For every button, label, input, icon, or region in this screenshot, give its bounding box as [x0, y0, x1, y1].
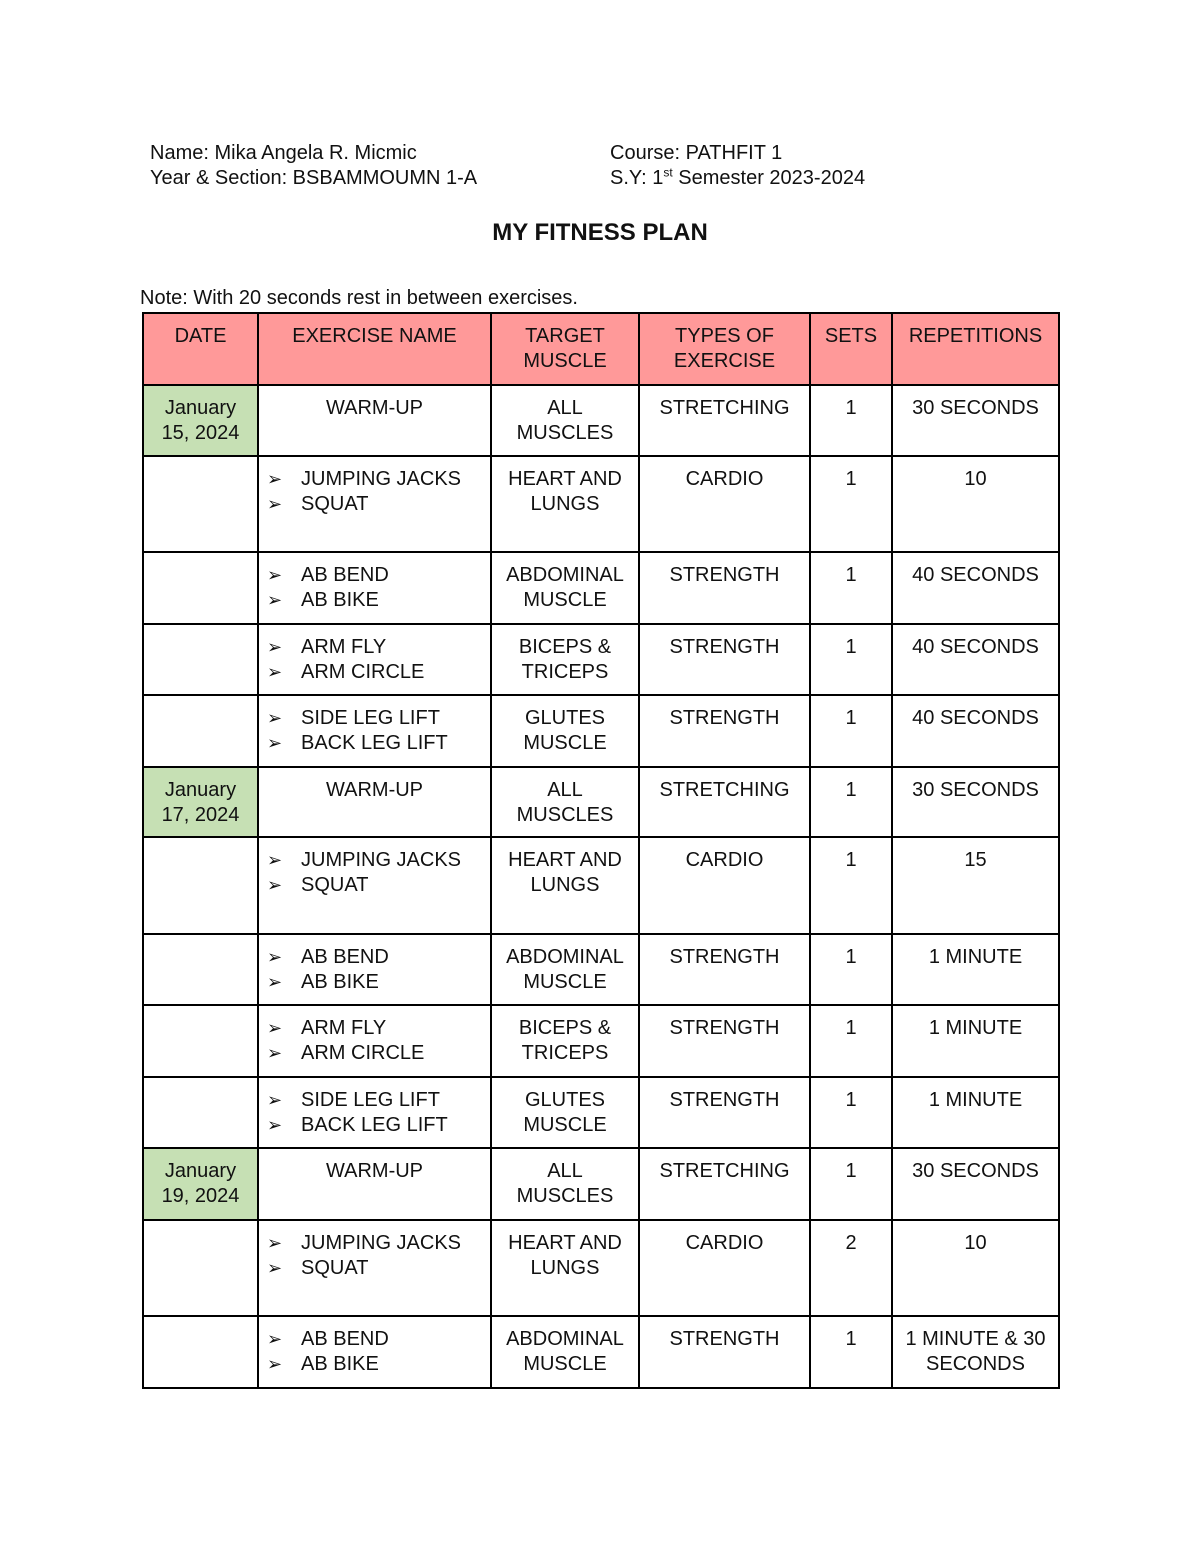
table-row — [143, 934, 1059, 1005]
exercise-label: ARM CIRCLE — [301, 1042, 425, 1064]
exercise-item — [267, 1352, 484, 1377]
exercise-type-cell: STRENGTH — [639, 1077, 810, 1148]
exercise-item — [267, 970, 484, 995]
course: Course: PATHFIT 1 — [610, 142, 783, 164]
date-cell — [143, 456, 258, 552]
date-cell — [143, 1220, 258, 1316]
exercise-type-cell: STRENGTH — [639, 1005, 810, 1077]
exercise-label: SQUAT — [301, 493, 369, 515]
exercise-item — [267, 1088, 484, 1113]
date-cell — [143, 1077, 258, 1148]
exercise-cell — [258, 695, 491, 767]
table-row — [143, 1316, 1059, 1388]
arrow-bullet-icon: ➢ — [267, 972, 283, 992]
exercise-type-cell: STRENGTH — [639, 624, 810, 695]
arrow-bullet-icon: ➢ — [267, 708, 283, 728]
exercise-label: AB BIKE — [301, 589, 379, 611]
exercise-item — [267, 467, 484, 492]
document-header — [150, 141, 1050, 191]
exercise-type-cell: STRETCHING — [639, 1148, 810, 1220]
school-year-prefix: S.Y: 1 — [610, 167, 664, 189]
date-cell: January 15, 2024 — [143, 385, 258, 456]
table-row — [143, 624, 1059, 695]
arrow-bullet-icon: ➢ — [267, 1354, 283, 1374]
arrow-bullet-icon: ➢ — [267, 637, 283, 657]
date-cell — [143, 837, 258, 934]
date-cell: January 17, 2024 — [143, 767, 258, 837]
arrow-bullet-icon: ➢ — [267, 733, 283, 753]
student-name: Name: Mika Angela R. Micmic — [150, 142, 417, 164]
target-muscle-cell: HEART AND LUNGS — [491, 456, 639, 552]
target-muscle-cell: ALL MUSCLES — [491, 385, 639, 456]
repetitions-cell: 40 SECONDS — [892, 695, 1059, 767]
exercise-item — [267, 660, 484, 685]
exercise-label: ARM FLY — [301, 1017, 387, 1039]
exercise-type-cell: STRENGTH — [639, 695, 810, 767]
sets-cell: 1 — [810, 767, 892, 837]
table-row — [143, 837, 1059, 934]
exercise-type-cell: STRENGTH — [639, 934, 810, 1005]
target-muscle-cell: GLUTES MUSCLE — [491, 695, 639, 767]
repetitions-cell: 40 SECONDS — [892, 552, 1059, 624]
column-header-exercise-name: EXERCISE NAME — [258, 313, 491, 385]
exercise-label: SIDE LEG LIFT — [301, 1089, 440, 1111]
exercise-item — [267, 492, 484, 517]
exercise-label: ARM CIRCLE — [301, 661, 425, 683]
table-row — [143, 1077, 1059, 1148]
exercise-label: SIDE LEG LIFT — [301, 707, 440, 729]
exercise-cell — [258, 1077, 491, 1148]
date-cell: January 19, 2024 — [143, 1148, 258, 1220]
exercise-type-cell: CARDIO — [639, 837, 810, 934]
repetitions-cell: 1 MINUTE — [892, 1005, 1059, 1077]
exercise-item — [267, 588, 484, 613]
sets-cell: 1 — [810, 1148, 892, 1220]
table-header-row — [143, 313, 1059, 385]
arrow-bullet-icon: ➢ — [267, 494, 283, 514]
sets-cell: 1 — [810, 837, 892, 934]
exercise-type-cell: STRETCHING — [639, 767, 810, 837]
exercise-cell — [258, 1220, 491, 1316]
exercise-label: AB BIKE — [301, 1353, 379, 1375]
target-muscle-cell: ALL MUSCLES — [491, 767, 639, 837]
exercise-type-cell: CARDIO — [639, 456, 810, 552]
exercise-item — [267, 563, 484, 588]
exercise-type-cell: STRENGTH — [639, 1316, 810, 1388]
exercise-item — [267, 635, 484, 660]
table-row — [143, 385, 1059, 456]
exercise-label: JUMPING JACKS — [301, 1232, 462, 1254]
table-row — [143, 695, 1059, 767]
sets-cell: 1 — [810, 456, 892, 552]
arrow-bullet-icon: ➢ — [267, 565, 283, 585]
table-row — [143, 767, 1059, 837]
exercise-item — [267, 1041, 484, 1066]
exercise-label: AB BEND — [301, 946, 389, 968]
exercise-cell — [258, 1005, 491, 1077]
rest-note: Note: With 20 seconds rest in between exercises. — [140, 287, 578, 309]
exercise-label: JUMPING JACKS — [301, 468, 462, 490]
date-cell — [143, 695, 258, 767]
arrow-bullet-icon: ➢ — [267, 947, 283, 967]
exercise-item — [267, 1256, 484, 1281]
page-title: MY FITNESS PLAN — [492, 219, 708, 246]
exercise-label: SQUAT — [301, 874, 369, 896]
sets-cell: 1 — [810, 1316, 892, 1388]
exercise-item — [267, 706, 484, 731]
arrow-bullet-icon: ➢ — [267, 1329, 283, 1349]
table-row — [143, 1005, 1059, 1077]
exercise-cell: WARM-UP — [258, 1148, 491, 1220]
sets-cell: 1 — [810, 695, 892, 767]
exercise-cell — [258, 1316, 491, 1388]
exercise-item — [267, 945, 484, 970]
year-section: Year & Section: BSBAMMOUMN 1-A — [150, 167, 478, 189]
target-muscle-cell: GLUTES MUSCLE — [491, 1077, 639, 1148]
exercise-item — [267, 731, 484, 756]
school-year — [610, 166, 865, 191]
sets-cell: 1 — [810, 624, 892, 695]
target-muscle-cell: BICEPS & TRICEPS — [491, 624, 639, 695]
table-row — [143, 1148, 1059, 1220]
column-header-types-of-exercise: TYPES OF EXERCISE — [639, 313, 810, 385]
arrow-bullet-icon: ➢ — [267, 1115, 283, 1135]
exercise-cell — [258, 837, 491, 934]
date-cell — [143, 552, 258, 624]
target-muscle-cell: ALL MUSCLES — [491, 1148, 639, 1220]
target-muscle-cell: ABDOMINAL MUSCLE — [491, 1316, 639, 1388]
repetitions-cell: 15 — [892, 837, 1059, 934]
exercise-label: ARM FLY — [301, 636, 387, 658]
exercise-cell: WARM-UP — [258, 767, 491, 837]
fitness-plan-table — [142, 312, 1060, 1389]
repetitions-cell: 30 SECONDS — [892, 385, 1059, 456]
date-cell — [143, 934, 258, 1005]
repetitions-cell: 1 MINUTE — [892, 1077, 1059, 1148]
exercise-type-cell: STRENGTH — [639, 552, 810, 624]
sets-cell: 1 — [810, 934, 892, 1005]
exercise-cell — [258, 552, 491, 624]
repetitions-cell: 30 SECONDS — [892, 1148, 1059, 1220]
exercise-item — [267, 848, 484, 873]
repetitions-cell: 1 MINUTE & 30 SECONDS — [892, 1316, 1059, 1388]
repetitions-cell: 30 SECONDS — [892, 767, 1059, 837]
exercise-cell — [258, 934, 491, 1005]
target-muscle-cell: ABDOMINAL MUSCLE — [491, 552, 639, 624]
exercise-cell — [258, 624, 491, 695]
column-header-repetitions: REPETITIONS — [892, 313, 1059, 385]
exercise-cell — [258, 456, 491, 552]
column-header-date: DATE — [143, 313, 258, 385]
exercise-cell: WARM-UP — [258, 385, 491, 456]
exercise-label: SQUAT — [301, 1257, 369, 1279]
arrow-bullet-icon: ➢ — [267, 1258, 283, 1278]
date-cell — [143, 1005, 258, 1077]
exercise-label: JUMPING JACKS — [301, 849, 462, 871]
exercise-label: BACK LEG LIFT — [301, 1114, 448, 1136]
arrow-bullet-icon: ➢ — [267, 850, 283, 870]
table-row — [143, 1220, 1059, 1316]
date-cell — [143, 624, 258, 695]
exercise-item — [267, 1016, 484, 1041]
exercise-item — [267, 1113, 484, 1138]
school-year-ordinal: st — [663, 165, 673, 180]
sets-cell: 1 — [810, 552, 892, 624]
sets-cell: 1 — [810, 385, 892, 456]
repetitions-cell: 10 — [892, 1220, 1059, 1316]
target-muscle-cell: HEART AND LUNGS — [491, 837, 639, 934]
arrow-bullet-icon: ➢ — [267, 662, 283, 682]
sets-cell: 1 — [810, 1077, 892, 1148]
exercise-item — [267, 1327, 484, 1352]
arrow-bullet-icon: ➢ — [267, 1090, 283, 1110]
exercise-label: AB BEND — [301, 1328, 389, 1350]
date-cell — [143, 1316, 258, 1388]
sets-cell: 2 — [810, 1220, 892, 1316]
repetitions-cell: 10 — [892, 456, 1059, 552]
exercise-label: AB BEND — [301, 564, 389, 586]
target-muscle-cell: HEART AND LUNGS — [491, 1220, 639, 1316]
table-row — [143, 552, 1059, 624]
arrow-bullet-icon: ➢ — [267, 1233, 283, 1253]
exercise-type-cell: CARDIO — [639, 1220, 810, 1316]
table-body — [143, 385, 1059, 1388]
arrow-bullet-icon: ➢ — [267, 1043, 283, 1063]
exercise-label: BACK LEG LIFT — [301, 732, 448, 754]
target-muscle-cell: ABDOMINAL MUSCLE — [491, 934, 639, 1005]
target-muscle-cell: BICEPS & TRICEPS — [491, 1005, 639, 1077]
exercise-item — [267, 873, 484, 898]
exercise-type-cell: STRETCHING — [639, 385, 810, 456]
exercise-label: AB BIKE — [301, 971, 379, 993]
column-header-target-muscle: TARGET MUSCLE — [491, 313, 639, 385]
column-header-sets: SETS — [810, 313, 892, 385]
sets-cell: 1 — [810, 1005, 892, 1077]
repetitions-cell: 1 MINUTE — [892, 934, 1059, 1005]
arrow-bullet-icon: ➢ — [267, 875, 283, 895]
arrow-bullet-icon: ➢ — [267, 590, 283, 610]
table-row — [143, 456, 1059, 552]
arrow-bullet-icon: ➢ — [267, 469, 283, 489]
arrow-bullet-icon: ➢ — [267, 1018, 283, 1038]
repetitions-cell: 40 SECONDS — [892, 624, 1059, 695]
school-year-suffix: Semester 2023-2024 — [672, 167, 866, 189]
exercise-item — [267, 1231, 484, 1256]
